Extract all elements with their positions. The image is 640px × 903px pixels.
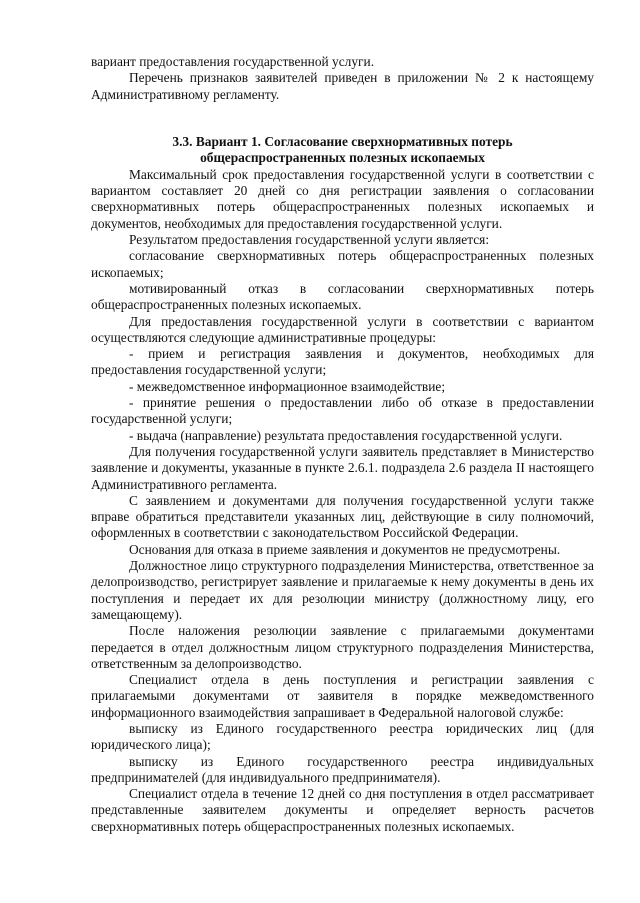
paragraph-resolution: После наложения резолюции заявление с прилагаемыми документами передается в отдел должностным лицом структурного подразделения Министерства, ответственным за делопроизводство. <box>91 623 594 671</box>
list-item-interagency: - межведомственное информационное взаимодействие; <box>129 378 446 394</box>
paragraph-procedures-intro: Для предоставления государственной услуги в соответствии с вариантом осуществляются следующие административные процедуры: <box>91 313 594 345</box>
paragraph-max-term: Максимальный срок предоставления государственной услуги в соответствии с вариантом составляет 20 дней со дня регистрации заявления о согласовании сверхнормативных потерь общераспространенных полезных ископаемых и документов, необходимых для предоставления государственной услуги. <box>91 166 594 231</box>
list-item-reception: - прием и регистрация заявления и документов, необходимых для предоставления государственной услуги; <box>91 346 594 378</box>
paragraph-result-refusal: мотивированный отказ в согласовании сверхнормативных потерь общераспространенных полезных ископаемых. <box>91 280 594 313</box>
document-page <box>91 54 594 835</box>
paragraph-representatives: С заявлением и документами для получения государственной услуги также вправе обратиться представители указанных лиц, действующие в силу полномочий, оформленных в соответствии с законодательством Российской Федерации. <box>91 492 594 541</box>
paragraph-egrul-extract: выписку из Единого государственного реестра юридических лиц (для юридического лица); <box>91 720 594 753</box>
list-item-issuance: - выдача (направление) результата предоставления государственной услуги. <box>129 427 563 443</box>
section-heading-line-2: общераспространенных полезных ископаемых <box>200 150 485 166</box>
section-heading <box>91 134 594 167</box>
paragraph-result-approval: согласование сверхнормативных потерь общераспространенных полезных ископаемых; <box>91 248 594 280</box>
paragraph-applicant-signs: Перечень признаков заявителей приведен в приложении № 2 к настоящему Административному регламенту. <box>91 70 594 102</box>
paragraph-result-intro: Результатом предоставления государственной услуги является: <box>129 232 490 248</box>
list-item-decision: - принятие решения о предоставлении либо об отказе в предоставлении государственной услуги; <box>91 395 594 427</box>
paragraph-review: Специалист отдела в течение 12 дней со дня поступления в отдел рассматривает представленные заявителем документы и определяет верность расчетов сверхнормативных потерь общераспространенных полезных ископаемых. <box>91 786 594 834</box>
paragraph-egrip-extract: выписку из Единого государственного реестра индивидуальных предпринимателей (для индивидуального предпринимателя). <box>91 753 594 785</box>
paragraph-registration: Должностное лицо структурного подразделения Министерства, ответственное за делопроизводство, регистрирует заявление и прилагаемые к нему документы в день их поступления и передает их для резолюции министру (должностному лицу, его замещающему). <box>91 558 594 622</box>
paragraph-variant-end: вариант предоставления государственной услуги. <box>91 54 375 69</box>
paragraph-no-refusal-grounds: Основания для отказа в приеме заявления и документов не предусмотрены. <box>129 541 561 557</box>
paragraph-submission: Для получения государственной услуги заявитель представляет в Министерство заявление и документы, указанные в пункте 2.6.1. подраздела 2.6 раздела II настоящего Административного регламента. <box>91 443 594 492</box>
paragraph-interagency-request: Специалист отдела в день поступления и регистрации заявления с прилагаемыми документами от заявителя в порядке межведомственного информационного взаимодействия запрашивает в Федеральной налоговой службе: <box>91 672 594 720</box>
section-heading-line-1: 3.3. Вариант 1. Согласование сверхнормативных потерь <box>172 133 513 149</box>
